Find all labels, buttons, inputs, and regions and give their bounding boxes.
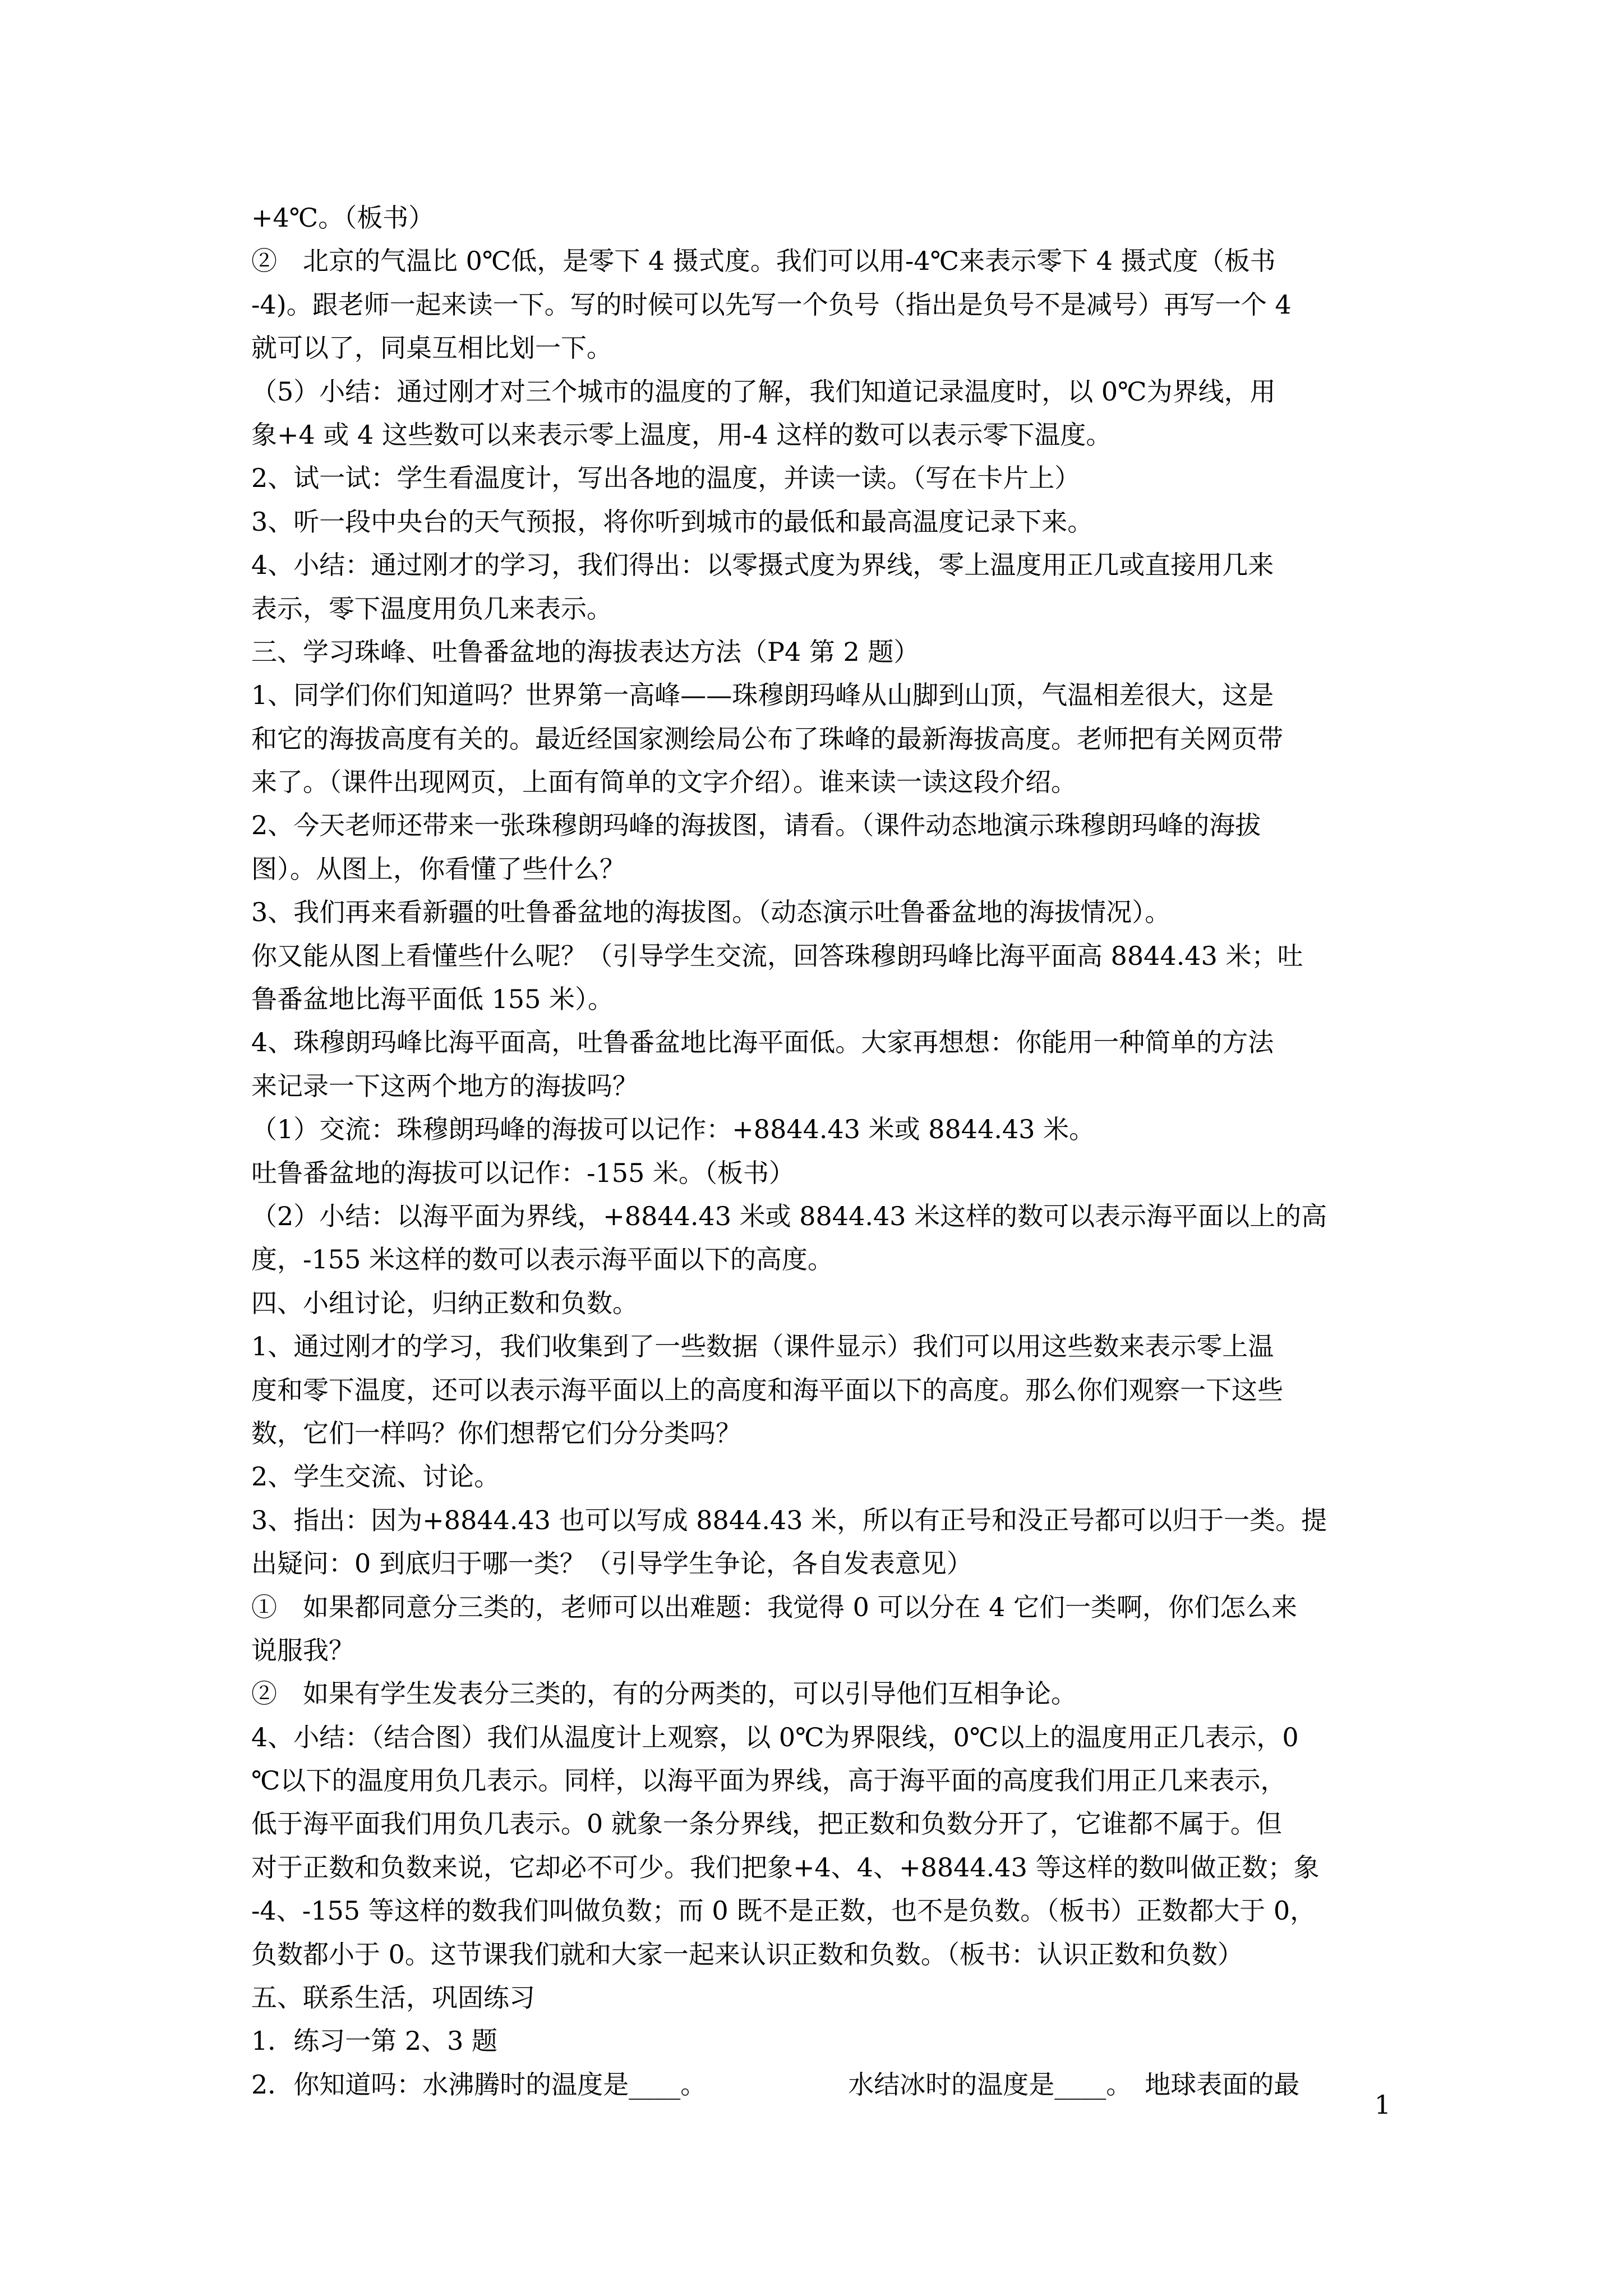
text-line: 说服我？ [251, 1635, 354, 1665]
text-line: 3、听一段中央台的天气预报，将你听到城市的最低和最高温度记录下来。 [251, 506, 1094, 537]
text-line: 五、联系生活，巩固练习 [251, 1982, 535, 2013]
text-line: -4、-155 等这样的数我们叫做负数；而 0 既不是正数，也不是负数。（板书）正数都大于 0， [251, 1895, 1316, 1926]
text-line: ℃以下的温度用负几表示。同样，以海平面为界线，高于海平面的高度我们用正几来表示， [251, 1765, 1287, 1796]
text-line: 来了。（课件出现网页，上面有简单的文字介绍）。谁来读一读这段介绍。 [251, 767, 1077, 798]
text-line: -4)。跟老师一起来读一下。写的时候可以先写一个负号（指出是负号不是减号）再写一个 4 [251, 289, 1292, 320]
text-line: 2、学生交流、讨论。 [251, 1461, 500, 1492]
text-line: （2）小结：以海平面为界线，+8844.43 米或 8844.43 米这样的数可以表示海平面以上的高 [251, 1200, 1327, 1231]
text-line: ② 如果有学生发表分三类的，有的分两类的，可以引导他们互相争论。 [251, 1678, 1077, 1709]
text-line: 图）。从图上，你看懂了些什么？ [251, 853, 625, 884]
text-line: 负数都小于 0。这节课我们就和大家一起来认识正数和负数。（板书：认识正数和负数） [251, 1939, 1243, 1970]
text-line: 4、珠穆朗玛峰比海平面高，吐鲁番盆地比海平面低。大家再想想：你能用一种简单的方法 [251, 1027, 1274, 1058]
text-line: 就可以了，同桌互相比划一下。 [251, 333, 612, 364]
text-line: 数，它们一样吗？你们想帮它们分分类吗？ [251, 1418, 741, 1448]
text-line: 三、学习珠峰、吐鲁番盆地的海拔表达方法（P4 第 2 题） [251, 636, 920, 667]
text-line: 度，-155 米这样的数可以表示海平面以下的高度。 [251, 1244, 833, 1275]
text-line: 1、同学们你们知道吗？世界第一高峰——珠穆朗玛峰从山脚到山顶，气温相差很大，这是 [251, 680, 1274, 711]
text-line: 对于正数和负数来说，它却必不可少。我们把象+4、4、+8844.43 等这样的数叫做正数；象 [251, 1852, 1320, 1883]
text-line: 度和零下温度，还可以表示海平面以上的高度和海平面以下的高度。那么你们观察一下这些 [251, 1374, 1283, 1405]
page-number: 1 [1374, 2090, 1391, 2120]
text-line: 表示，零下温度用负几来表示。 [251, 593, 612, 624]
text-line: ② 北京的气温比 0℃低，是零下 4 摄式度。我们可以用-4℃来表示零下 4 摄式度（板书 [251, 246, 1276, 277]
text-line: 4、小结：通过刚才的学习，我们得出：以零摄式度为界线，零上温度用正几或直接用几来 [251, 550, 1274, 581]
text-line: （1）交流：珠穆朗玛峰的海拔可以记作：+8844.43 米或 8844.43 米。 [251, 1114, 1095, 1145]
text-line: 4、小结：（结合图）我们从温度计上观察，以 0℃为界限线，0℃以上的温度用正几表示，0 [251, 1722, 1299, 1752]
text-line: 2．你知道吗：水沸腾时的温度是____。 水结冰时的温度是____。 地球表面的最 [251, 2069, 1300, 2100]
text-line: +4℃。（板书） [251, 203, 435, 233]
text-line: 四、小组讨论，归纳正数和负数。 [251, 1287, 638, 1318]
text-line: 鲁番盆地比海平面低 155 米）。 [251, 984, 614, 1015]
text-line: 2、试一试：学生看温度计，写出各地的温度，并读一读。（写在卡片上） [251, 463, 1081, 494]
text-line: 吐鲁番盆地的海拔可以记作：-155 米。（板书） [251, 1157, 795, 1188]
text-line: 出疑问：0 到底归于哪一类？（引导学生争论，各自发表意见） [251, 1548, 972, 1579]
text-line: 你又能从图上看懂些什么呢？（引导学生交流，回答珠穆朗玛峰比海平面高 8844.43 米；吐 [251, 940, 1303, 971]
text-line: （5）小结：通过刚才对三个城市的温度的了解，我们知道记录温度时，以 0℃为界线，用 [251, 376, 1276, 407]
text-line: ① 如果都同意分三类的，老师可以出难题：我觉得 0 可以分在 4 它们一类啊，你们怎么来 [251, 1591, 1298, 1622]
text-line: 象+4 或 4 这些数可以来表示零上温度，用-4 这样的数可以表示零下温度。 [251, 419, 1112, 450]
text-line: 1、通过刚才的学习，我们收集到了一些数据（课件显示）我们可以用这些数来表示零上温 [251, 1331, 1274, 1362]
text-line: 和它的海拔高度有关的。最近经国家测绘局公布了珠峰的最新海拔高度。老师把有关网页带 [251, 723, 1283, 754]
text-line: 来记录一下这两个地方的海拔吗？ [251, 1070, 638, 1101]
text-line: 1．练习一第 2、3 题 [251, 2026, 498, 2056]
lesson-plan-text [251, 196, 1407, 2106]
text-line: 3、我们再来看新疆的吐鲁番盆地的海拔图。（动态演示吐鲁番盆地的海拔情况）。 [251, 897, 1171, 928]
text-line: 低于海平面我们用负几表示。0 就象一条分界线，把正数和负数分开了，它谁都不属于。但 [251, 1809, 1282, 1839]
text-line: 2、今天老师还带来一张珠穆朗玛峰的海拔图，请看。（课件动态地演示珠穆朗玛峰的海拔 [251, 810, 1261, 841]
text-line: 3、指出：因为+8844.43 也可以写成 8844.43 米，所以有正号和没正号都可以归于一类。提 [251, 1504, 1327, 1535]
